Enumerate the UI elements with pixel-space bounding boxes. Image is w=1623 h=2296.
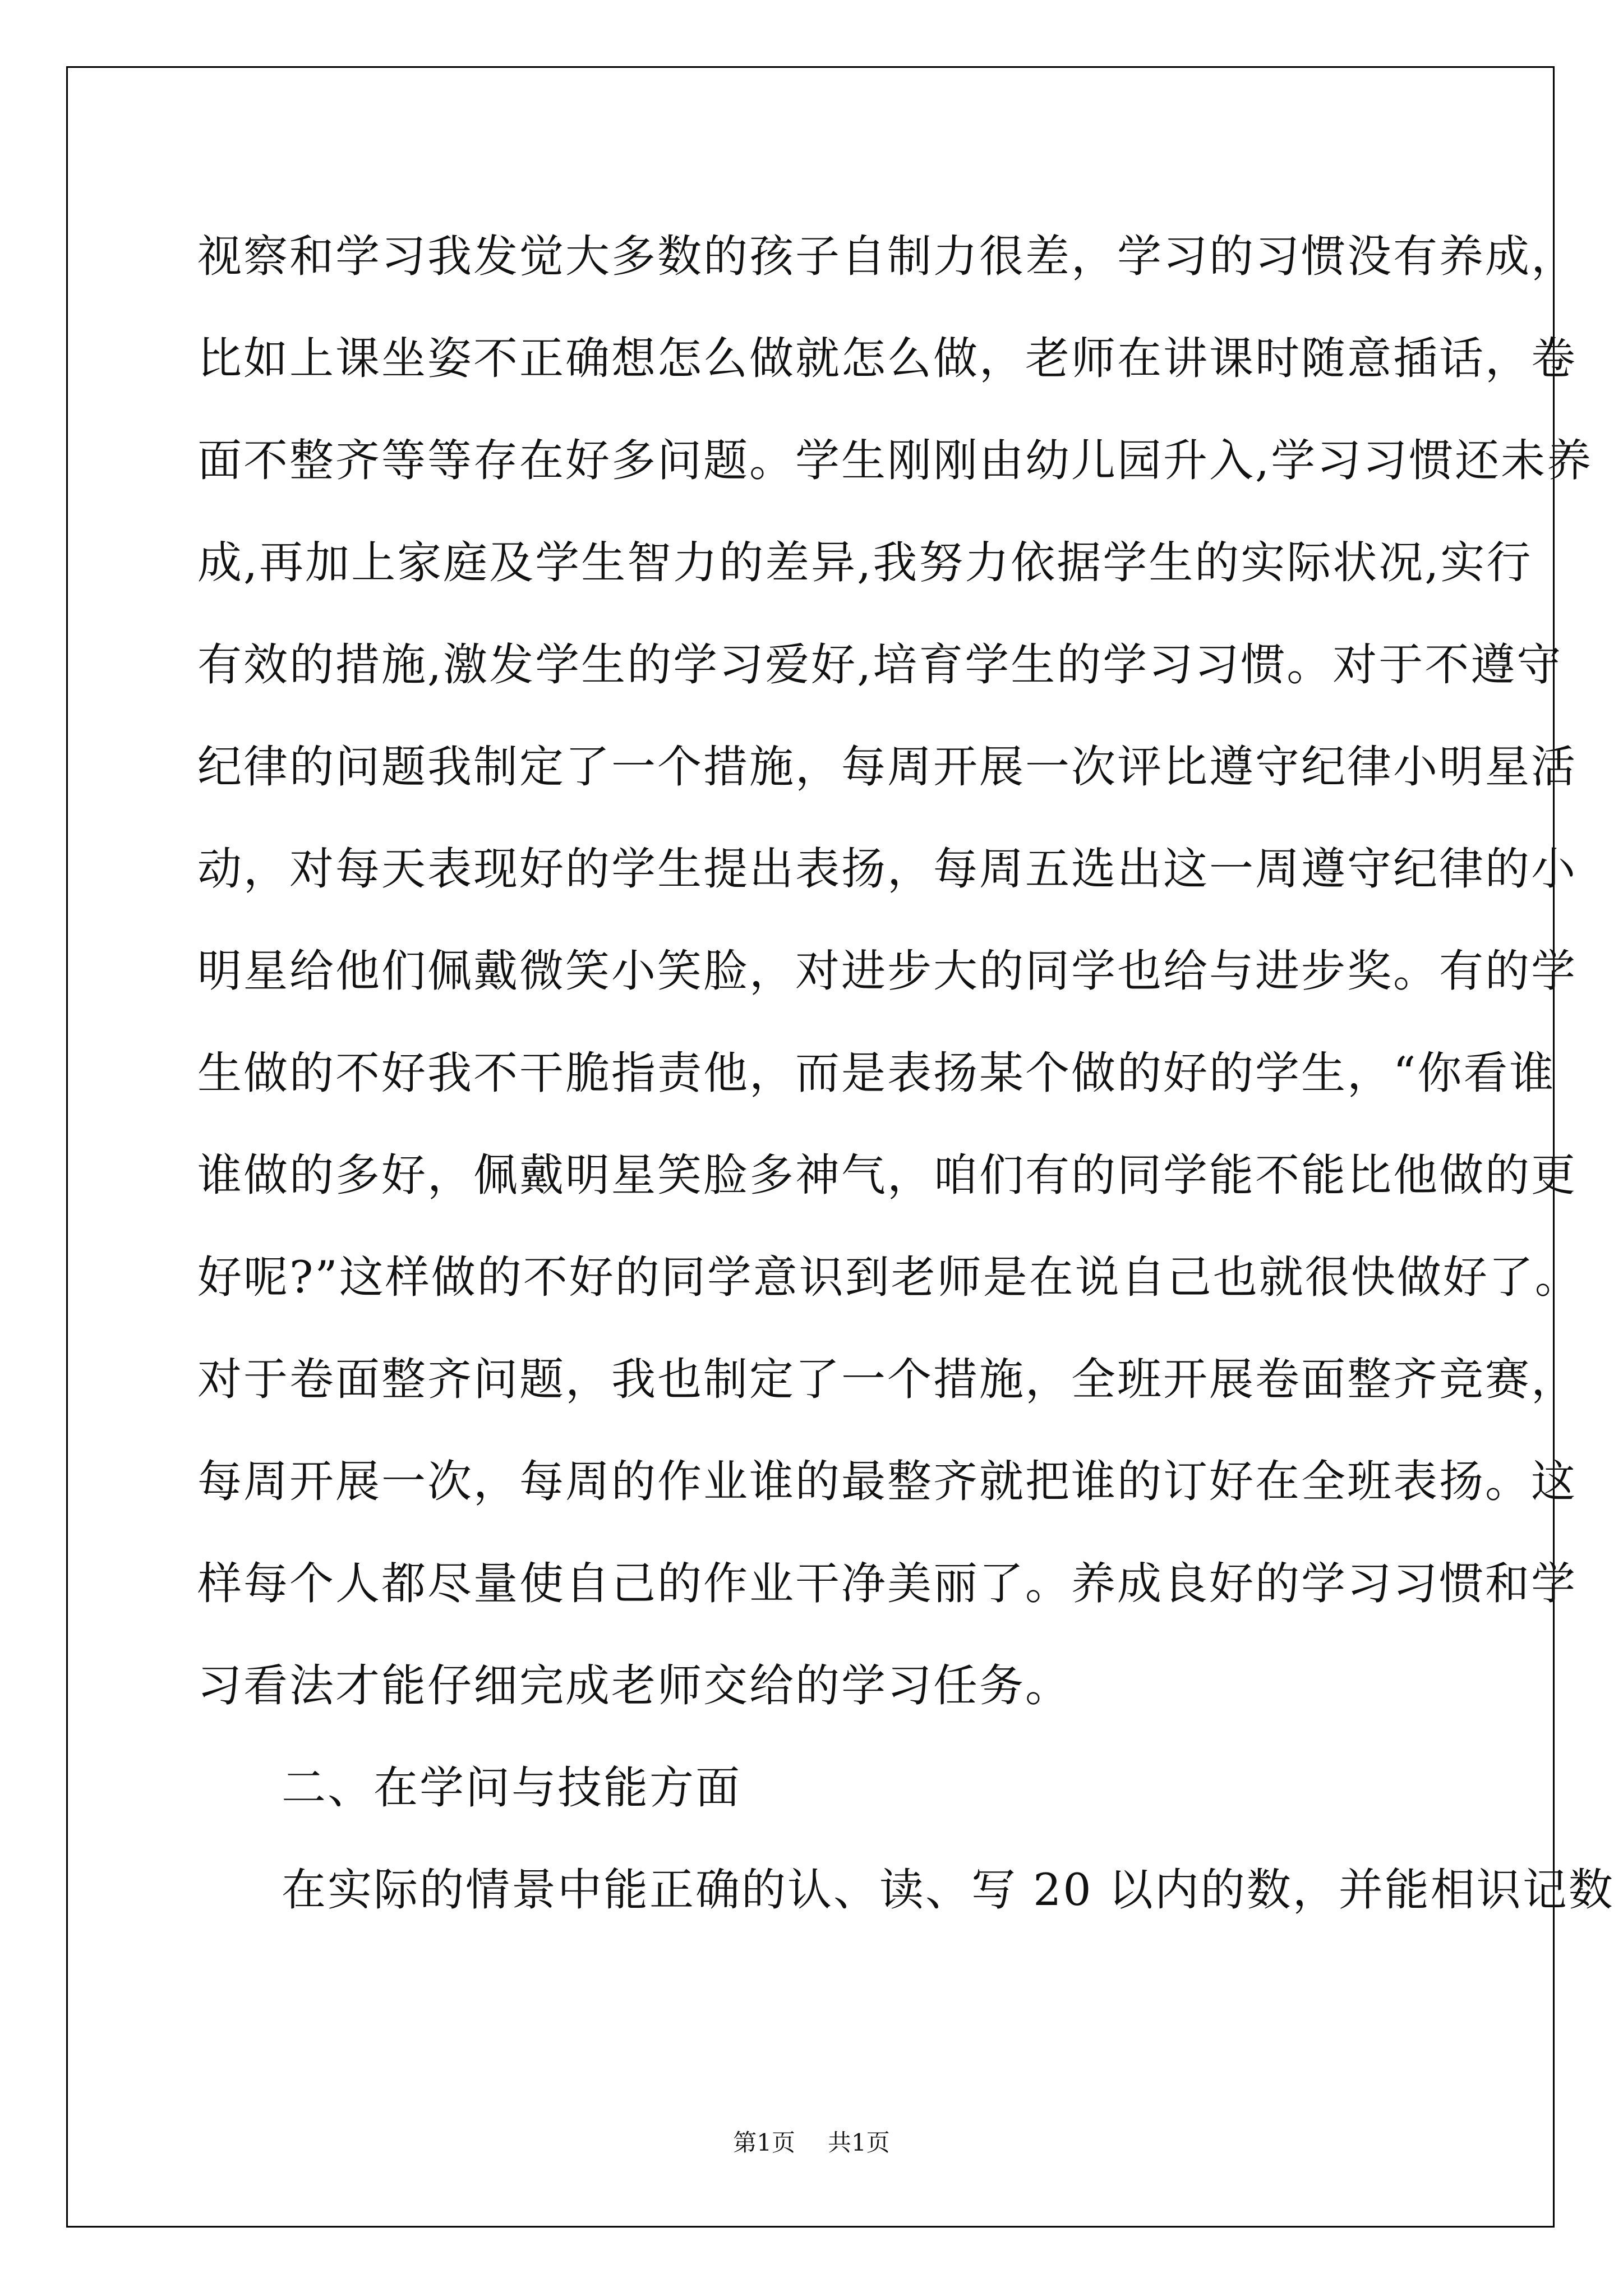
text-line: 生做的不好我不干脆指责他，而是表扬某个做的好的学生，“你看谁 [197,1047,1556,1099]
document-body [197,205,1615,1941]
text-line: 成,再加上家庭及学生智力的差异,我努力依据学生的实际状况,实行 [197,537,1533,588]
text-line: 在实际的情景中能正确的认、读、写 20 以内的数，并能相识记数 [282,1864,1615,1916]
text-line: 样每个人都尽量使自己的作业干净美丽了。养成良好的学习习惯和学 [197,1558,1577,1609]
text-line: 对于卷面整齐问题，我也制定了一个措施，全班开展卷面整齐竞赛， [197,1354,1577,1405]
section-heading: 二、在学问与技能方面 [282,1762,741,1814]
text-line: 纪律的问题我制定了一个措施，每周开展一次评比遵守纪律小明星活 [197,741,1577,793]
text-line: 比如上课坐姿不正确想怎么做就怎么做，老师在讲课时随意插话，卷 [197,333,1577,384]
text-line: 有效的措施,激发学生的学习爱好,培育学生的学习习惯。对于不遵守 [197,639,1563,691]
text-line: 谁做的多好，佩戴明星笑脸多神气，咱们有的同学能不能比他做的更 [197,1149,1577,1201]
page-total: 共1页 [828,2129,890,2156]
page-number: 第1页 [733,2129,795,2156]
text-line: 视察和学习我发觉大多数的孩子自制力很差，学习的习惯没有养成， [197,231,1577,282]
text-line: 明星给他们佩戴微笑小笑脸，对进步大的同学也给与进步奖。有的学 [197,945,1577,997]
text-line: 面不整齐等等存在好多问题。学生刚刚由幼儿园升入,学习习惯还未养 [197,435,1593,486]
text-line: 好呢?”这样做的不好的同学意识到老师是在说自己也就很快做好了。 [197,1251,1581,1303]
page-footer [0,2124,1623,2158]
text-line: 动，对每天表现好的学生提出表扬，每周五选出这一周遵守纪律的小 [197,843,1577,895]
text-line: 每周开展一次，每周的作业谁的最整齐就把谁的订好在全班表扬。这 [197,1456,1577,1507]
text-line: 习看法才能仔细完成老师交给的学习任务。 [197,1660,1071,1711]
